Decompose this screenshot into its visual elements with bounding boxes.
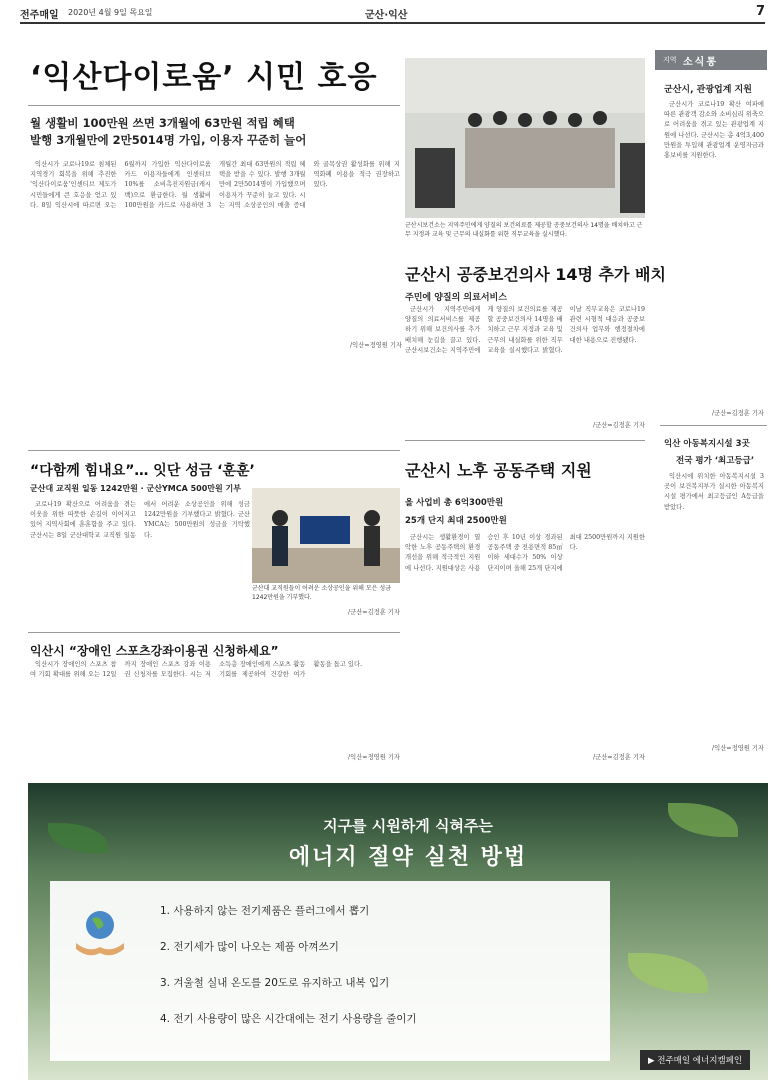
main-body-text: 익산시가 코로나19로 침체된 지역경기 회복을 위해 추진한 ‘익산다이로움’인센티브 제도가 시민들에게 큰 호응을 얻고 있다. 8일 익산시에 따르면 오는 6월까지 가입한 익산다이로움 카드 이용자들에게 인센티브 10%를 소비촉진지원금(캐시백)으로 환급한다. 월 생활비 100만원을 카드로 사용하면 3개월간 최대 63만원의 적립 혜택을 받을 수 있다. 발행 3개월만에 2만5014명이 가입했으며 이용자가 꾸준히 늘고 있다. 시는 지역 소상공인의 매출 증대와 골목상권 활성화를 위해 지역화폐 이용을 적극 권장하고 있다.	[30, 161, 400, 209]
main-deck-2: 발행 3개월만에 2만5014명 가입, 이용자 꾸준히 늘어	[30, 133, 307, 147]
ad-tips-box	[50, 881, 610, 1061]
boardroom-photo-caption: 군산시보건소는 지역주민에게 양질의 보건의료를 제공할 공중보건의사 14명을 배치하고 근무 지정과 교육 및 근무의 내실화를 위한 직무교육을 실시했다.	[405, 222, 643, 238]
leaf-icon	[628, 953, 708, 993]
article-4-body-text: 익산시가 장애인의 스포츠 참여 기회 확대를 위해 오는 12일까지 장애인 스포츠 강좌 이용권 신청자를 모집한다. 시는 저소득층 장애인에게 스포츠 활동 기회를 제공하여 건강한 여가 활동을 돕고 있다.	[30, 661, 363, 679]
photo-illustration	[405, 58, 645, 218]
sidebar-item-1-title: 군산시, 관광업계 지원	[664, 85, 752, 95]
sidebar-tag-title: 소식통	[683, 57, 718, 68]
article-2-body-text: 군산시가 지역주민에게 양질의 의료서비스를 제공하기 위해 보건의사를 추가 배치해 눈길을 끌고 있다. 군산시보건소는 지역주민에게 양질의 보건의료를 제공할 공중보건의사 14명을 배치하고 근무 지정과 교육 및 근무의 내실화를 위한 직무교육을 실시했다고 밝혔다. 이날 직무교육은 코로나19 관련 시형적 대응과 공중보건의사 업무와 행정절차에 대한 내용으로 진행됐다.	[405, 306, 645, 354]
sidebar-item-2-byline: /익산=정영원 기자	[712, 745, 764, 752]
ad-tip-1: 1. 사용하지 않는 전기제품은 플러그에서 뽑기	[160, 905, 370, 917]
article-2-headline: 군산시 공중보건의사 14명 추가 배치	[405, 265, 666, 284]
main-headline: ‘익산다이로움’ 시민 호응	[30, 60, 378, 95]
issue-date: 2020년 4월 9일 목요일	[68, 8, 153, 17]
main-rule	[28, 105, 400, 106]
leaf-icon	[48, 823, 108, 853]
ad-tip-2: 2. 전기세가 많이 나오는 제품 아껴쓰기	[160, 941, 339, 953]
sidebar-item-1-body	[664, 100, 764, 408]
article-3-byline: /군산=김정훈 기자	[348, 609, 400, 616]
leaf-icon	[668, 803, 738, 837]
sidebar-item-2-sub: 전국 평가 ‘최고등급’	[676, 456, 755, 466]
boardroom-photo	[405, 58, 645, 218]
article-2-byline: /군산=김정훈 기자	[593, 422, 645, 429]
article-4-rule	[28, 632, 400, 633]
page-number: 7	[755, 4, 765, 19]
sidebar-item-1-text: 군산시가 코로나19 확산 여파에 따른 관광객 감소와 소비심리 위축으로 어려움을 겪고 있는 관광업계 지원에 나선다. 군산시는 총 4억3,400만원을 투입해 관광업계 운영자금과 홍보비를 지원한다.	[664, 101, 764, 160]
energy-campaign-ad	[28, 783, 768, 1080]
article-3-deck: 군산대 교직원 일동 1242만원 · 군산YMCA 500만원 기부	[30, 484, 241, 493]
ad-tip-4: 4. 전기 사용량이 많은 시간대에는 전기 사용량을 줄이기	[160, 1013, 417, 1025]
sidebar-item-2-text: 익산시에 위치한 아동복지시설 3곳이 보건복지부가 실시한 아동복지시설 평가에서 최고등급인 A등급을 받았다.	[664, 473, 764, 511]
main-deck-1: 월 생활비 100만원 쓰면 3개월에 63만원 적립 혜택	[30, 116, 295, 130]
article-5-headline: 군산시 노후 공동주택 지원	[405, 461, 592, 480]
donation-photo	[252, 488, 400, 583]
header-rule	[20, 22, 765, 24]
main-byline: /익산=정영원 기자	[350, 342, 402, 349]
newspaper-logo: 전주매일	[20, 10, 59, 21]
article-3-rule	[28, 450, 400, 451]
sidebar-tag-label: 지역	[663, 56, 677, 64]
article-5-body-text: 군산시는 생활환경이 열악한 노후 공동주택의 환경개선을 위해 적극적인 지원에 나선다. 지원대상은 사용승인 후 10년 이상 경과된 공동주택 중 전용면적 85㎡ 이하 세대수가 50% 이상 단지이며 올해 25개 단지에 최대 2500만원까지 지원한다.	[405, 534, 645, 572]
article-3-headline: “다함께 힘내요”… 잇단 성금 ‘훈훈’	[30, 463, 255, 479]
article-5-deck-1: 올 사업비 총 6억300만원	[405, 498, 504, 508]
article-4-body	[30, 660, 400, 755]
globe-hands-icon	[70, 901, 130, 961]
ad-tip-3: 3. 겨울철 실내 온도를 20도로 유지하고 내복 입기	[160, 977, 390, 989]
sidebar-rule	[660, 425, 767, 426]
ad-kicker: 지구를 시원하게 식혀주는	[323, 817, 493, 835]
article-4-byline: /익산=정영원 기자	[348, 754, 400, 761]
donation-illustration	[252, 488, 400, 583]
article-5-rule	[405, 440, 645, 441]
main-body	[30, 160, 400, 355]
sidebar-item-2-title: 익산 아동복지시설 3곳	[664, 439, 750, 449]
article-4-headline: 익산시 “장애인 스포츠강좌이용권 신청하세요”	[30, 644, 279, 658]
sidebar-tag	[655, 50, 767, 70]
donation-photo-caption: 군산대 교직원들이 어려운 소상공인을 위해 모은 성금 1242만원을 기부했다.	[252, 585, 391, 601]
sidebar-item-1-byline: /군산=김정훈 기자	[712, 410, 764, 417]
article-2-body	[405, 305, 645, 420]
article-5-byline: /군산=김정훈 기자	[593, 754, 645, 761]
article-3-body	[30, 500, 250, 620]
article-2-deck: 주민에 양질의 의료서비스	[405, 293, 507, 303]
campaign-tag: ▶ 전주매일 에너지캠페인	[640, 1050, 750, 1070]
article-5-body	[405, 533, 645, 748]
section-name: 군산·익산	[365, 10, 408, 21]
article-3-body-text: 코로나19 확산으로 어려움을 겪는 이웃을 위한 따뜻한 손길이 이어지고 있어 지역사회에 훈훈함을 주고 있다. 군산시는 8일 군산대학교 교직원 일동에서 어려운 소상공인을 위해 성금 1242만원을 기부했다고 밝혔다. 군산YMCA는 500만원의 성금을 기탁했다.	[30, 501, 250, 539]
sidebar-item-2-body	[664, 472, 764, 740]
ad-headline: 에너지 절약 실천 방법	[288, 845, 528, 870]
page-header	[20, 6, 765, 20]
article-5-deck-2: 25개 단지 최대 2500만원	[405, 516, 507, 526]
